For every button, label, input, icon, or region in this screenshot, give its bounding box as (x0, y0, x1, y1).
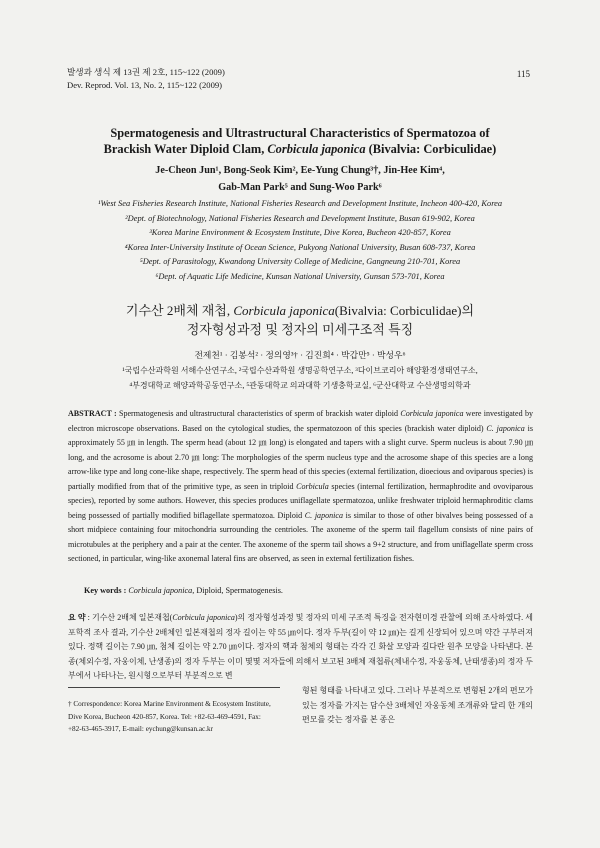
footnote-divider (68, 687, 280, 688)
correspondence-footnote: † Correspondence: Korea Marine Environment & Ecosystem Institute, Dive Korea, Bucheon 420-857, Korea. Tel: +82-63-469-4591, Fax: +82-63-465-3917, E-mail: eychung@kunsan.ac.kr (68, 700, 271, 733)
korean-affiliation-list: ¹국립수산과학원 서해수산연구소, ²국립수산과학원 생명공학연구소, ³다이브코리아 해양환경생태연구소, ⁴부경대학교 해양과학공동연구소, ⁵관동대학교 의과대학 기생충학교실, ⁶군산대학교 수산생명의학과 (122, 366, 478, 390)
affiliation: ¹West Sea Fisheries Research Institute, National Fisheries Research and Development Institute, Incheon 400-420, Korea (97, 199, 503, 208)
affiliation: ⁴Korea Inter-University Institute of Ocean Science, Pukyong National University, Busan 608-737, Korea (124, 242, 476, 252)
affiliation: ²Dept. of Biotechnology, National Fisheries Research and Development Institute, Busan 619-902, Korea (125, 213, 475, 223)
abstract: ABSTRACT : Spermatogenesis and ultrastructural characteristics of sperm of brackish water diploid Corbicula japonica were investigated by electron microscope observations. Based on the cytological studies, the spermatozoon of this species (brackish water diploid) C. japonica is approximately 55 ㎛ in length. The sperm head (about 12 ㎛ long) is elongated and tapers with a slight curve. Sperm nucleus is about 7.90 ㎛ long, and the acrosome is about 2.70 ㎛ long: The morphologies of the sperm nucleus type and the acrosome shape of this species are a long arrow-like type and long cone-like shape, respectively. The sperm head of this species (external fertilization, dioecious and oviparous species) is partially modified from that of the primitive type, as seen in triploid Corbicula species (internal fertilization, hermaphrodite and ovoviparous species), reported by some authors. However, this species produces uniflagellate spermatozoa, unlike freshwater triploid hermaphroditic clams being possessed of partially modified biflagellate spermatozoa. Diploid C. japonica is similar to those of other bivalves being possessed of a short midpiece containing four mitochondria surrounding the centrioles. The axoneme of the sperm tail flagellum consists of nine pairs of microtubules at the periphery and a pair at the center. The axoneme of the sperm tail shows a 9+2 structure, and from uniflagellate sperm cross sectioned, in particular, wing-like axonemal lateral fins are observed, as seen in external fertilization fishes. (68, 409, 533, 563)
title-line-1: Spermatogenesis and Ultrastructural Characteristics of Spermatozoa of (110, 126, 490, 140)
keywords-label: Key words : (84, 586, 127, 595)
title-line-2: Brackish Water Diploid Clam, Corbicula japonica (Bivalvia: Corbiculidae) (103, 142, 497, 156)
korean-summary: 요 약 : 기수산 2배체 일본재첩(Corbicula japonica)의 정자형성과정 및 정자의 미세 구조적 특징을 전자현미경 관찰에 의해 조사하였다. 세포학적 조사 결과, 기수산 2배체인 일본재첩의 정자 길이는 약 55 ㎛이다. 정자 두부(길이 약 12 ㎛)는 길게 신장되어 있으며 약간 구부러져 있다. 정핵 길이는 7.90 ㎛, 첨체 길이는 약 2.70 ㎛이다. 정자의 핵과 첨체의 형태는 각각 긴 화살 모양과 길다란 원추 모양을 나타낸다. 본 종(체외수정, 자웅이체, 난생종)의 정자 두부는 이미 몇몇 저자들에 의해서 보고된 3배체 재첩류(체내수정, 자웅동체, 난태생종)의 정자 두부에서 나타나는, 원시형으로부터 부분적으로 변 (68, 613, 533, 681)
journal-header-korean: 발생과 생식 제 13권 제 2호, 115~122 (2009) (67, 67, 225, 77)
korean-author-list: 전제천¹ · 김봉석² · 정의영³† · 김진희⁴ · 박갑만⁵ · 박성우⁶ (194, 350, 406, 360)
affiliation-list (40, 197, 560, 285)
journal-header-english: Dev. Reprod. Vol. 13, No. 2, 115~122 (2009) (67, 80, 223, 90)
paper-title (40, 125, 560, 157)
korean-summary-label: 요 약 (68, 613, 86, 622)
affiliation: ³Korea Marine Environment & Ecosystem Institute, Dive Korea, Bucheon 420-857, Korea (149, 228, 451, 238)
korean-title: 기수산 2배체 재첩, Corbicula japonica(Bivalvia: Corbiculidae)의 정자형성과정 및 정자의 미세구조적 특징 (125, 303, 475, 337)
korean-summary-continued: 형된 형태를 나타내고 있다. 그러나 부분적으로 변형된 2개의 편모가 있는 정자를 가지는 담수산 3배체인 자웅동체 조개류와 달리 한 개의 편모를 갖는 정자를 본 종은 (302, 686, 533, 725)
page-number: 115 (516, 69, 530, 79)
affiliation: ⁵Dept. of Parasitology, Kwandong University College of Medicine, Gangneung 210-701, Korea (139, 257, 461, 267)
keywords: Key words : Corbicula japonica, Diploid, Spermatogenesis. (84, 586, 283, 595)
affiliation: ⁶Dept. of Aquatic Life Medicine, Kunsan National University, Gunsan 573-701, Korea (155, 271, 445, 281)
author-list: Je-Cheon Jun¹, Bong-Seok Kim², Ee-Yung Chung³†, Jin-Hee Kim⁴, Gab-Man Park⁵ and Sung-Woo Park⁶ (155, 165, 445, 193)
abstract-label: ABSTRACT : (68, 409, 117, 418)
